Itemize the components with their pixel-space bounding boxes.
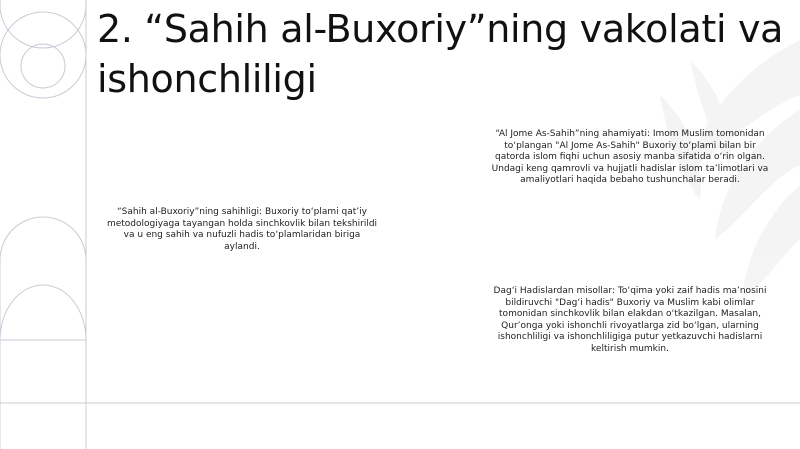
sahih-buxoriy-paragraph: “Sahih al-Buxoriy”ning sahihligi: Buxoriy to‘plami qat’iy metodologiyaga tayangan holda sinchkovlik bilan tekshirildi va u eng sahih va nufuzli hadis to‘plamlaridan biriga aylandi. xyxy=(106,207,378,252)
slide-title: 2. “Sahih al-Buxoriy”ning vakolati va ishonchliligi xyxy=(97,7,784,101)
al-jome-as-sahih-paragraph: “Al Jome As-Sahih”ning ahamiyati: Imom Muslim tomonidan to‘plangan "Al Jome As-Sahih" Buxoriy to‘plami bilan bir qatorda islom fiqhi uchun asosiy manba sifatida o‘rin olgan. Undagi keng qamrovli va hujjatli hadislar islom ta’limotlari va amaliyotlari haqida bebaho tushunchalar beradi. xyxy=(491,129,769,185)
dagi-hadis-paragraph: Dag‘i Hadislardan misollar: To‘qima yoki zaif hadis ma’nosini bildiruvchi "Dag‘i hadis" Buxoriy va Muslim kabi olimlar tomonidan sinchkovlik bilan elakdan o‘tkazilgan. Masalan, Qur’onga yoki ishonchli rivoyatlarga zid bo‘lgan, ularning ishonchliligi va ishonchliligiga putur yetkazuvchi hadislarni keltirish mumkin. xyxy=(493,286,767,354)
